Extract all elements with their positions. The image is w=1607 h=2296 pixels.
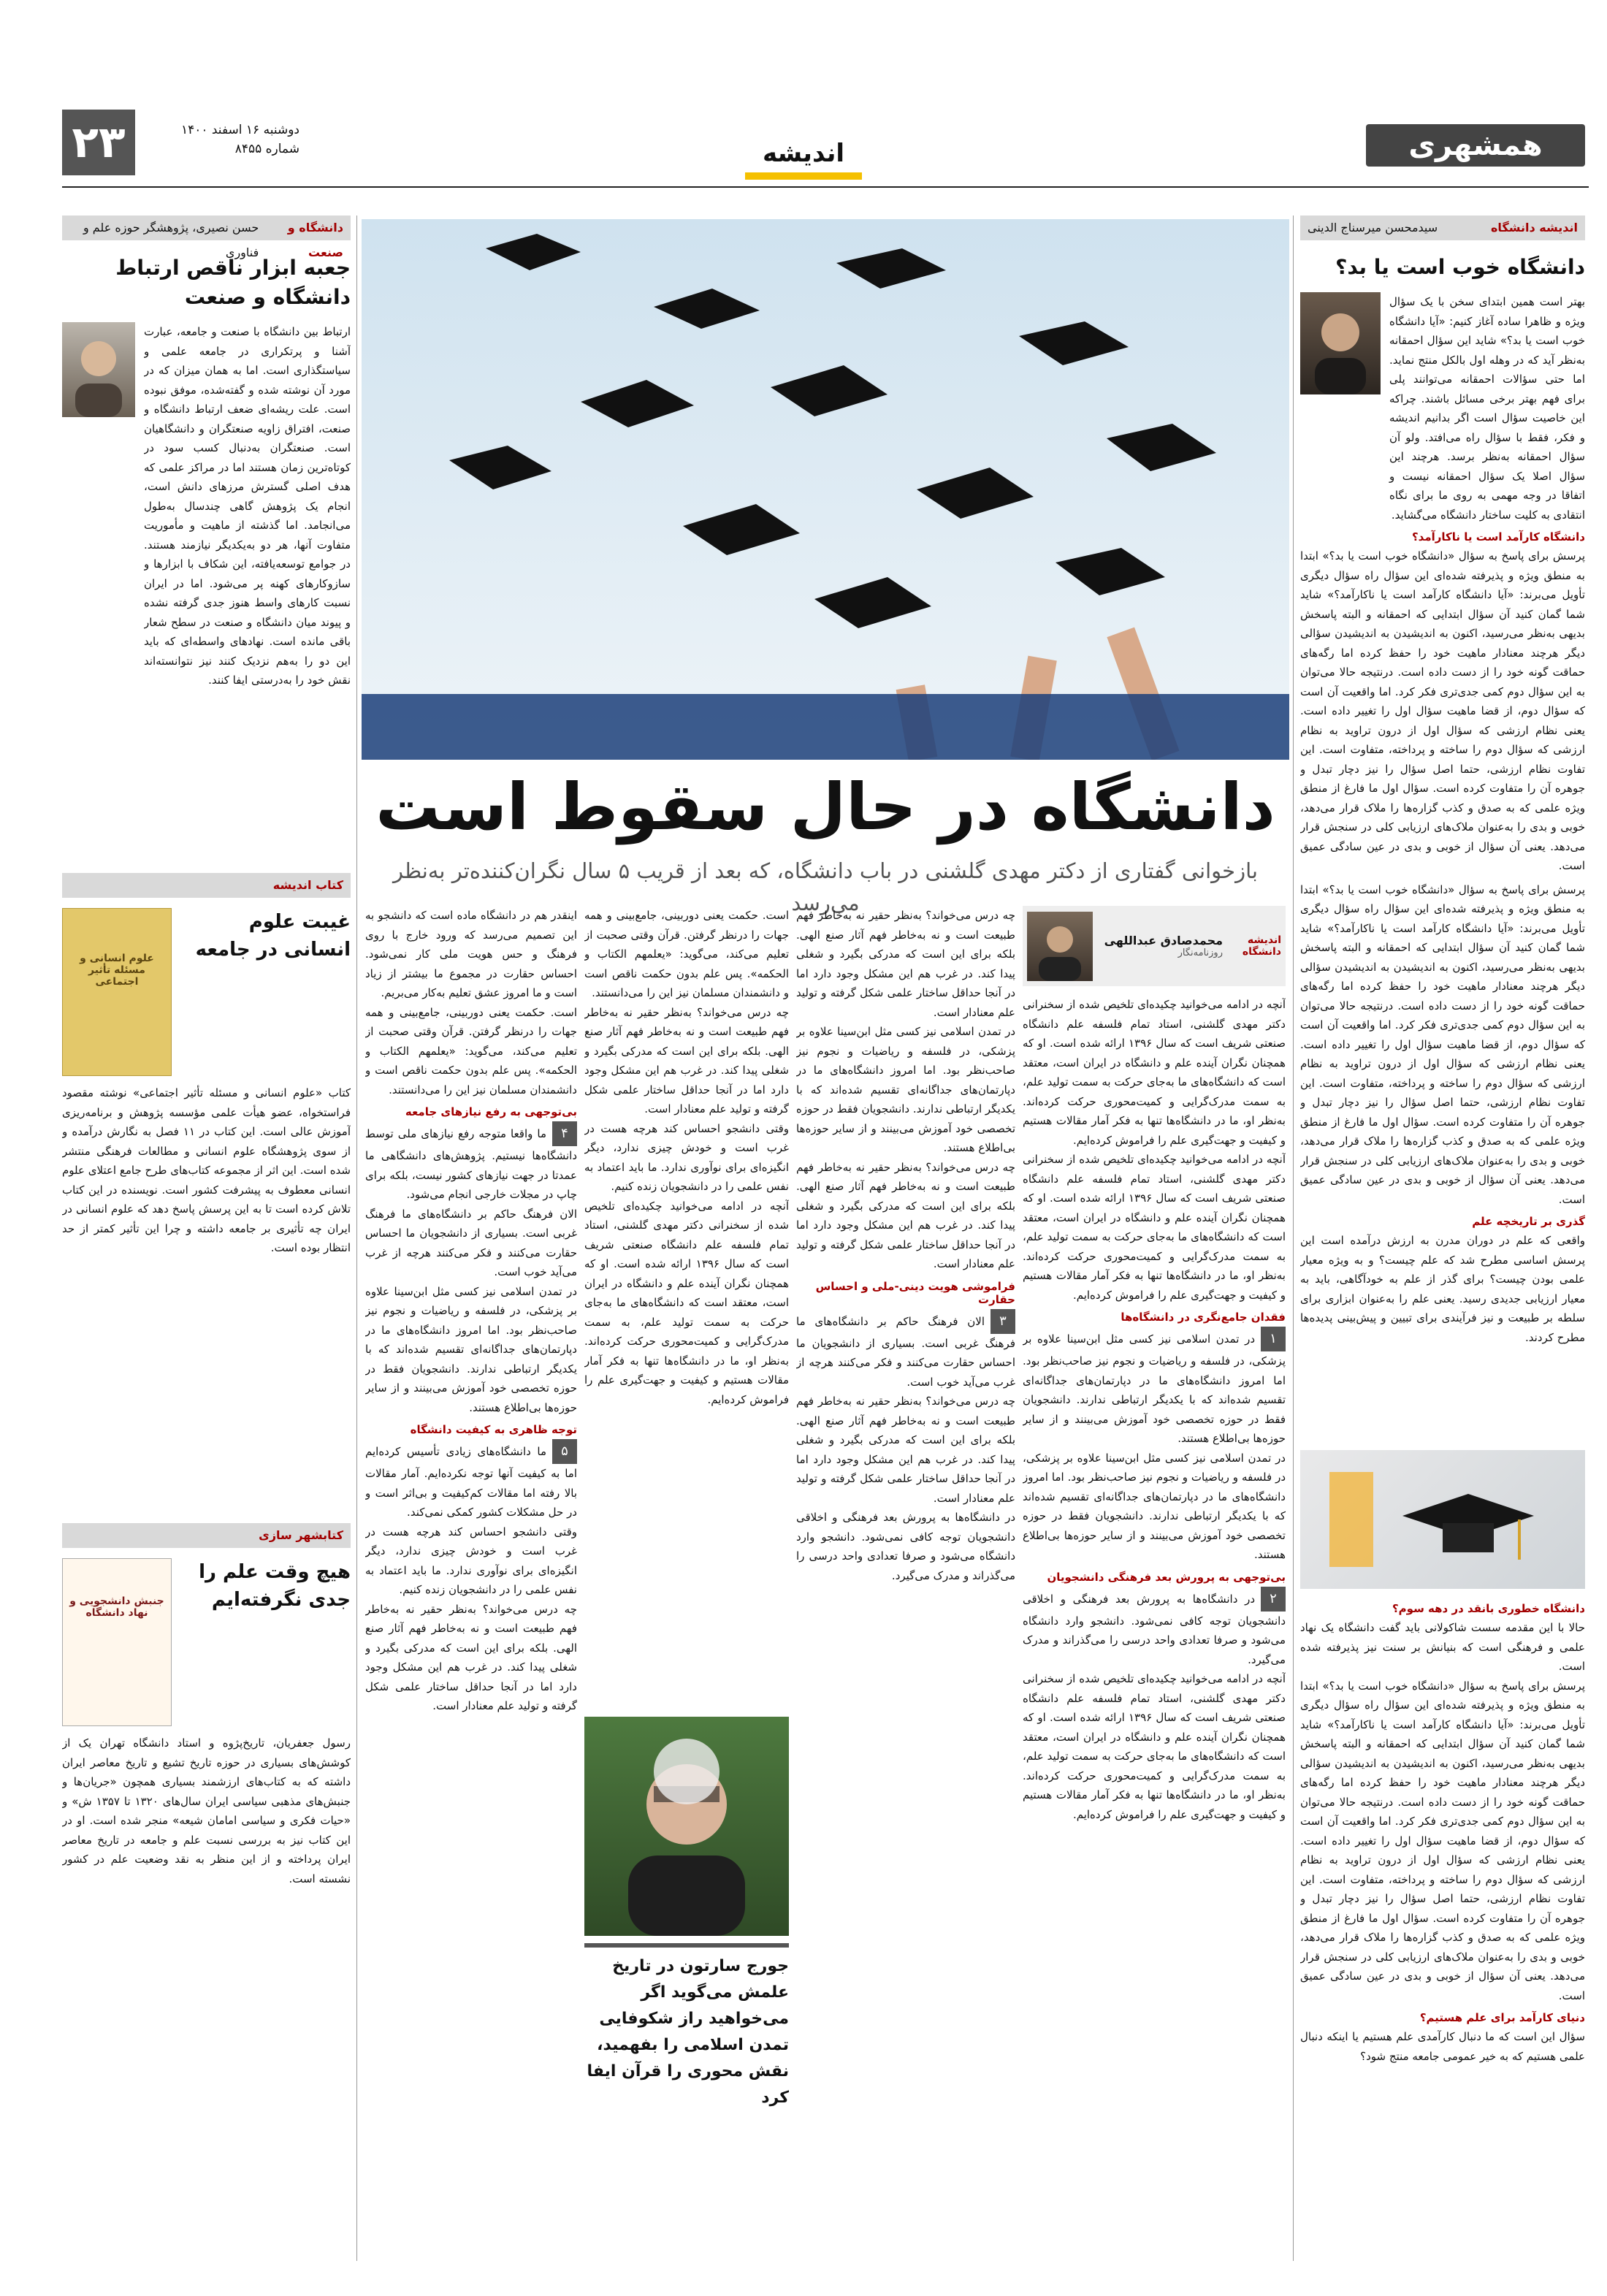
right-article-title: دانشگاه خوب است یا بد؟ [1335, 255, 1585, 279]
person-icon [584, 1717, 789, 1936]
main-col1-p3b: آنچه در ادامه می‌خوانید چکیده‌ای تلخیص شده از سخنرانی دکتر مهدی گلشنی، استاد تمام فلسفه علم دانشگاه صنعتی شریف است که سال ۱۳۹۶ ارائه شده است. او که همچنان نگران آینده علم و دانشگاه در ایران است، معتقد است که دانشگاه‌های ما به‌جای حرکت به سمت تولید علم، به سمت مدرک‌گرایی و کمیت‌محوری حرکت کرده‌اند. به‌نظر او، ما در دانشگاه‌ها تنها به فکر آمار مقالات هستیم و کیفیت و جهت‌گیری علم را فراموش کرده‌ایم. [1023, 1672, 1286, 1821]
brand-logo: همشهری [1366, 124, 1585, 167]
right-paragraph-4b: پرسش برای پاسخ به سؤال «دانشگاه خوب است یا بد؟» ابتدا به منطق ویژه و پذیرفته شده‌ای این سؤال راه سؤال دیگری تأویل می‌برند: «آیا دانشگاه کارآمد است یا ناکارآمد؟» شاید شما گمان کنید آن سؤال ابتدایی که احمقانه و البته پاسخش بدیهی به‌نظر می‌رسید، اکنون به اندیشیدن به اندیشیدن سؤالی دیگر هرچند معنادار ماهیت خود را حفظ کرده اما رگه‌های حماقت گونه خود را از دست داده است. درنتیجه حالا می‌توان به این سؤال دوم کمی جدی‌تری فکر کرد. اما واقعیت آن است که سؤال دوم، از قضا ماهیت سؤال اول را تغییر داده است. یعنی نظام ارزشی که سؤال اول از درون تراوید به نظام ارزشی که سؤال دوم را ساخته و پرداخته، متفاوت است. این تفاوت نظام ارزشی، حتما اصل سؤال را نیز دچار تبدل و جوهره آن را متفاوت کرده است. سؤال اول ما فارغ از منطق ویژه علمی که به صدق و کذب گزاره‌ها را ملاک قرار می‌دهد، خوبی و بدی را به‌عنوان ملاک‌های ارزیابی کلی در سنجش قرار می‌دهد. یعنی آن سؤال از خوبی و بدی در عین سادگی عمیق است. [1300, 1679, 1585, 2002]
main-col3-p1: است. حکمت یعنی دوربینی، جامع‌بینی و همه جهات را درنظر گرفتن. قرآن وقتی صحبت از تعلیم می‌کند، می‌گوید: «یعلمهم الکتاب و الحکمه». پس علم بدون حکمت ناقص است و دانشمندان مسلمان نیز این را می‌دانستند. [584, 909, 789, 999]
badge-4: ۴ [552, 1121, 577, 1146]
right-intro: بهتر است همین ابتدای سخن با یک سؤال ویژه و ظاهرا ساده آغاز کنیم: «آیا دانشگاه خوب است یا بد؟» شاید این سؤال احمقانه به‌نظر آید که در وهله اول بالکل منتج نماید. اما حتی سؤالات احمقانه می‌توانند پلی برای فهم بهتر برخی مسائل باشند. چراکه این خاصیت سؤال است اگر بدانیم اندیشه و فکر، فقط با سؤال راه می‌افتد. ولو آن سؤال احمقانه به‌نظر برسد. هرچند این سؤال اصلا یک سؤال احمقانه نیست و اتفاقا در وجه مهمی به روی ما برای نگاه انتقادی به کلیت ساختار دانشگاه می‌گشاید. [1389, 295, 1585, 522]
author-portrait [1300, 292, 1381, 394]
book2-cover-title: جنبش دانشجویی و نهاد دانشگاه [69, 1595, 164, 1619]
book1-cover [62, 908, 172, 1076]
book2-tag: کتابشهر سازی [259, 1528, 343, 1542]
book2-cover [62, 1558, 172, 1726]
main-col1-p2 [1023, 1327, 1286, 1449]
main-col4-p2c: در تمدن اسلامی نیز کسی مثل ابن‌سینا علاوه بر پزشکی، در فلسفه و ریاضیات و نجوم نیز صاحب‌نظر بود. اما امروز دانشگاه‌های ما در دپارتمان‌های جداگانه‌ای تقسیم شده‌اند که با یکدیگر ارتباطی ندارند. دانشجویان فقط در حوزه تخصصی خود آموزش می‌بینند و از سایر حوزه‌ها بی‌اطلاع هستند. [365, 1284, 577, 1414]
graduation-cap-image [1300, 1450, 1585, 1589]
main-col2-p2c: در دانشگاه‌ها به پرورش بعد فرهنگی و اخلاقی دانشجویان توجه کافی نمی‌شود. دانشجو وارد دانشگاه می‌شود و صرفا تعدادی واحد درسی را می‌گذراند و مدرک می‌گیرد. [796, 1511, 1015, 1582]
left-author-portrait [62, 322, 135, 417]
right-paragraph-3: سؤال این است که ما دنبال کارآمدی علم هستیم یا اینکه دنبال علمی هستیم که به خیر عمومی جامعه منتج شود؟ [1300, 2030, 1585, 2063]
book1-body: کتاب «علوم انسانی و مسئله تأثیر اجتماعی» نوشته مقصود فراستخواه، عضو هیأت علمی مؤسسه پژوهش و برنامه‌ریزی آموزش عالی است. این کتاب در ۱۱ فصل به نگارش درآمده و از سوی پژوهشگاه علوم انسانی و مطالعات فرهنگی منتشر شده است. این اثر از مجموعه کتاب‌های طرح جامع اعتلای علوم انسانی معطوف به پیشرفت کشور است. نویسنده در این کتاب تلاش کرده است تا به این پرسش پاسخ دهد که علوم انسانی در ایران چه تأثیری بر جامعه داشته و چرا این تأثیر کمتر از حد انتظار بوده است. [62, 1086, 351, 1254]
main-col4-p1: اینقدر هم در دانشگاه ماده است که دانشجو به این تصمیم می‌رسد که ورود خارج با روی فرهنگ و حس هویت ملی کار نمی‌شود. احساس حقارت در مجموع ما بیشتر از زیاد است و ما امروز عشق تعلیم به‌کار می‌بریم. [365, 909, 577, 999]
right-subhead-1: دانشگاه کارآمد است یا ناکارآمد؟ [1411, 530, 1585, 544]
main-subhead-2: بی‌توجهی به پرورش بعد فرهنگی دانشجویان [1047, 1570, 1286, 1584]
issue-number: شماره ۸۴۵۵ [234, 142, 299, 156]
main-col1-p1: آنچه در ادامه می‌خوانید چکیده‌ای تلخیص شده از سخنرانی دکتر مهدی گلشنی، استاد تمام فلسفه علم دانشگاه صنعتی شریف است که سال ۱۳۹۶ ارائه شده است. او که همچنان نگران آینده علم و دانشگاه در ایران است، معتقد است که دانشگاه‌های ما به‌جای حرکت به سمت تولید علم، به سمت مدرک‌گرایی و کمیت‌محوری حرکت کرده‌اند. به‌نظر او، ما در دانشگاه‌ها تنها به فکر آمار مقالات هستیم و کیفیت و جهت‌گیری علم را فراموش کرده‌ایم. [1023, 998, 1286, 1147]
masthead-rule [62, 186, 1589, 188]
main-author-name: محمدصادق عبداللهی [1104, 934, 1223, 947]
left-column-header [62, 216, 351, 259]
right-subhead-2: گذری بر تاریخچه علم [1472, 1215, 1585, 1228]
main-subhead-3: فراموشی هویت دینی-ملی و احساس حقارت [815, 1279, 1015, 1306]
book1-header [62, 873, 351, 898]
left-article-title: جعبه ابزار ناقص ارتباط دانشگاه و صنعت [115, 256, 351, 309]
main-col4-p3 [365, 1439, 577, 1522]
graduation-cap-icon [1300, 1450, 1585, 1589]
badge-2: ۲ [1261, 1587, 1286, 1612]
main-col-2 [796, 906, 1015, 2261]
sarton-photo [584, 1717, 789, 1936]
main-col4-p1b: است. حکمت یعنی دوربینی، جامع‌بینی و همه جهات را درنظر گرفتن. قرآن وقتی صحبت از تعلیم می‌کند، می‌گوید: «یعلمهم الکتاب و الحکمه». پس علم بدون حکمت ناقص است و دانشمندان مسلمان نیز این را می‌دانستند. [365, 1005, 577, 1096]
main-col2-p1b: در تمدن اسلامی نیز کسی مثل ابن‌سینا علاوه بر پزشکی، در فلسفه و ریاضیات و نجوم نیز صاحب‌نظر بود. اما امروز دانشگاه‌های ما در دپارتمان‌های جداگانه‌ای تقسیم شده‌اند که با یکدیگر ارتباطی ندارند. دانشجویان فقط در حوزه تخصصی خود آموزش می‌بینند و از سایر حوزه‌ها بی‌اطلاع هستند. [796, 1025, 1015, 1154]
main-col2-p2 [796, 1309, 1015, 1392]
book2-body: رسول جعفریان، تاریخ‌پژوه و استاد دانشگاه تهران یک از کوشش‌های بسیاری در حوزه تاریخ تشیع و تاریخ معاصر ایران داشته که به کتاب‌های ارزشمند بسیاری همچون «جریان‌ها و جنبش‌های مذهبی سیاسی ایران سال‌های ۱۳۲۰ تا ۱۳۵۷ ش» و «حیات فکری و سیاسی امامان شیعه» منجر شده است. او در این کتاب نیز به بررسی نسبت علم و جامعه در تاریخ معاصر ایران پرداخته و از این منظر به نقد وضعیت علم در کشور نشسته است. [62, 1736, 351, 1885]
sarton-caption [584, 1943, 789, 2111]
right-subhead-3: دنیای کارآمد برای علم هستیم؟ [1419, 2011, 1585, 2024]
main-col3-p1d: آنچه در ادامه می‌خوانید چکیده‌ای تلخیص شده از سخنرانی دکتر مهدی گلشنی، استاد تمام فلسفه علم دانشگاه صنعتی شریف است که سال ۱۳۹۶ ارائه شده است. او که همچنان نگران آینده علم و دانشگاه در ایران است، معتقد است که دانشگاه‌های ما به‌جای حرکت به سمت تولید علم، به سمت مدرک‌گرایی و کمیت‌محوری حرکت کرده‌اند. به‌نظر او، ما در دانشگاه‌ها تنها به فکر آمار مقالات هستیم و کیفیت و جهت‌گیری علم را فراموش کرده‌ایم. [584, 1199, 789, 1406]
book2-header [62, 1523, 351, 1548]
main-col1-p1b: آنچه در ادامه می‌خوانید چکیده‌ای تلخیص شده از سخنرانی دکتر مهدی گلشنی، استاد تمام فلسفه علم دانشگاه صنعتی شریف است که سال ۱۳۹۶ ارائه شده است. او که همچنان نگران آینده علم و دانشگاه در ایران است، معتقد است که دانشگاه‌های ما به‌جای حرکت به سمت تولید علم، به سمت مدرک‌گرایی و کمیت‌محوری حرکت کرده‌اند. به‌نظر او، ما در دانشگاه‌ها تنها به فکر آمار مقالات هستیم و کیفیت و جهت‌گیری علم را فراموش کرده‌ایم. [1023, 1153, 1286, 1302]
date-line [139, 121, 299, 159]
sarton-caption-title: جورج سارتون در تاریخ علمش می‌گوید اگر می‌خواهید راز شکوفایی تمدن اسلامی را بفهمید، نقش محوری را قرآن ایفا کرد [587, 1957, 789, 2107]
right-column-tag: اندیشه دانشگاه [1490, 221, 1578, 234]
book1-tag: کتاب اندیشه [272, 878, 343, 892]
person-icon [1027, 912, 1093, 981]
divider-right [1293, 216, 1294, 2261]
main-col-3 [584, 906, 789, 2261]
badge-1: ۱ [1261, 1327, 1286, 1351]
person-icon [1300, 292, 1381, 394]
main-col1-p3-text: در دانشگاه‌ها به پرورش بعد فرهنگی و اخلاقی دانشجویان توجه کافی نمی‌شود. دانشجو وارد دانشگاه می‌شود و صرفا تعدادی واحد درسی را می‌گذراند و مدرک می‌گیرد. [1023, 1592, 1286, 1666]
left-article-body: ارتباط بین دانشگاه با صنعت و جامعه، عبارت آشنا و پرتکراری در جامعه علمی و سیاستگذاری است. اما به همان میزان که در مورد آن نوشته شده و گفته‌شده، موفق نبوده است. علت ریشه‌ای ضعف ارتباط دانشگاه و صنعت، افتراق زاویه صنعتگران و دانشگاهیان است. صنعتگران به‌دنبال کسب سود در کوتاه‌ترین زمان هستند اما در مراکز علمی که هدف اصلی گسترش مرزهای دانش است، انجام یک پژوهش گاهی چندسال به‌طول می‌انجامد. اما گذشته از ماهیت و مأموریت متفاوت آنها، هر دو به‌یکدیگر نیازمند هستند. در جوامع توسعه‌یافته، این شکاف با ابزارها و سازوکارهای کهنه پر می‌شود. اما در ایران نسبت کارهای واسط هنوز جدی گرفته نشده و پیوند میان دانشگاه و صنعت در سطح شعار باقی مانده است. نهادهای واسطه‌ای که باید این دو را به‌هم نزدیک کنند نیز نتوانسته‌اند نقش خود را به‌درستی ایفا کنند. [144, 325, 351, 687]
main-subhead-1: فقدان جامع‌نگری در دانشگاه‌ها [1121, 1311, 1286, 1324]
main-col4-p3c: چه درس می‌خواند؟ به‌نظر حقیر نه به‌خاطر فهم طبیعت است و نه به‌خاطر فهم آثار صنع الهی. بلکه برای این است که مدرکی بگیرد و شغلی پیدا کند. در غرب هم این مشکل وجود دارد اما در آنجا حداقل ساختار علمی شکل گرفته و تولید علم معنادار است. [365, 1602, 577, 1712]
main-col3-p1c: وقتی دانشجو احساس کند هرچه هست در غرب است و خودش چیزی ندارد، دیگر انگیزه‌ای برای نوآوری ندارد. ما باید اعتماد به نفس علمی را در دانشجویان زنده کنیم. [584, 1121, 789, 1193]
main-col-1 [1023, 906, 1286, 2261]
graduation-photo [362, 219, 1289, 760]
main-col3-p1b: چه درس می‌خواند؟ به‌نظر حقیر نه به‌خاطر فهم طبیعت است و نه به‌خاطر فهم آثار صنع الهی. بلکه برای این است که مدرکی بگیرد و شغلی پیدا کند. در غرب هم این مشکل وجود دارد اما در آنجا حداقل ساختار علمی شکل گرفته و تولید علم معنادار است. [584, 1005, 789, 1115]
right-paragraph-1b: پرسش برای پاسخ به سؤال «دانشگاه خوب است یا بد؟» ابتدا به منطق ویژه و پذیرفته شده‌ای این سؤال راه سؤال دیگری تأویل می‌برند: «آیا دانشگاه کارآمد است یا ناکارآمد؟» شاید شما گمان کنید آن سؤال ابتدایی که احمقانه و البته پاسخش بدیهی به‌نظر می‌رسید، اکنون به اندیشیدن به اندیشیدن سؤالی دیگر هرچند معنادار ماهیت خود را حفظ کرده اما رگه‌های حماقت گونه خود را از دست داده است. درنتیجه حالا می‌توان به این سؤال دوم کمی جدی‌تری فکر کرد. اما واقعیت آن است که سؤال دوم، از قضا ماهیت سؤال اول را تغییر داده است. یعنی نظام ارزشی که سؤال اول از درون تراوید به نظام ارزشی که سؤال دوم را ساخته و پرداخته، متفاوت است. این تفاوت نظام ارزشی، حتما اصل سؤال را نیز دچار تبدل و جوهره آن را متفاوت کرده است. سؤال اول ما فارغ از منطق ویژه علمی که به صدق و کذب گزاره‌ها را ملاک قرار می‌دهد، خوبی و بدی را به‌عنوان ملاک‌های ارزیابی کلی در سنجش قرار می‌دهد. یعنی آن سؤال از خوبی و بدی در عین سادگی عمیق است. [1300, 882, 1585, 1206]
main-col1-p2-text: در تمدن اسلامی نیز کسی مثل ابن‌سینا علاوه بر پزشکی، در فلسفه و ریاضیات و نجوم نیز صاحب‌نظر بود. اما امروز دانشگاه‌های ما در دپارتمان‌های جداگانه‌ای تقسیم شده‌اند که با یکدیگر ارتباطی ندارند. دانشجویان فقط در حوزه تخصصی خود آموزش می‌بینند و از سایر حوزه‌ها بی‌اطلاع هستند. [1023, 1332, 1286, 1445]
main-col2-p2b: چه درس می‌خواند؟ به‌نظر حقیر نه به‌خاطر فهم طبیعت است و نه به‌خاطر فهم آثار صنع الهی. بلکه برای این است که مدرکی بگیرد و شغلی پیدا کند. در غرب هم این مشکل وجود دارد اما در آنجا حداقل ساختار علمی شکل گرفته و تولید علم معنادار است. [796, 1395, 1015, 1505]
left-column-tag: دانشگاه و صنعت [287, 221, 343, 259]
main-col-4 [365, 906, 577, 2261]
page-number: ۲۳ [62, 110, 135, 175]
issue-date: دوشنبه ۱۶ اسفند ۱۴۰۰ [180, 123, 299, 137]
right-column-author: سیدمحسن میرسناج الدینی [1308, 221, 1438, 234]
main-author-portrait [1027, 912, 1093, 981]
left-column [62, 216, 351, 2261]
book1-title: غیبت علوم انسانی در جامعه [195, 911, 351, 961]
right-paragraph-4: حالا با این مقدمه سست شاکولانی باید گفت دانشگاه یک نهاد علمی و فرهنگی است که بنیانش بر سنت نیز پذیرفته شده است. [1300, 1621, 1585, 1673]
section-title: اندیشه [745, 139, 862, 180]
right-paragraph-1: پرسش برای پاسخ به سؤال «دانشگاه خوب است یا بد؟» ابتدا به منطق ویژه و پذیرفته شده‌ای این سؤال راه سؤال دیگری تأویل می‌برند: «آیا دانشگاه کارآمد است یا ناکارآمد؟» شاید شما گمان کنید آن سؤال ابتدایی که احمقانه و البته پاسخش بدیهی به‌نظر می‌رسید، اکنون به اندیشیدن به اندیشیدن سؤالی دیگر هرچند معنادار ماهیت خود را حفظ کرده اما رگه‌های حماقت گونه خود را از دست داده است. درنتیجه حالا می‌توان به این سؤال دوم کمی جدی‌تری فکر کرد. اما واقعیت آن است که سؤال دوم، از قضا ماهیت سؤال اول را تغییر داده است. یعنی نظام ارزشی که سؤال اول از درون تراوید به نظام ارزشی که سؤال دوم را ساخته و پرداخته، متفاوت است. این تفاوت نظام ارزشی، حتما اصل سؤال را نیز دچار تبدل و جوهره آن را متفاوت کرده است. سؤال اول ما فارغ از منطق ویژه علمی که به صدق و کذب گزاره‌ها را ملاک قرار می‌دهد، خوبی و بدی را به‌عنوان ملاک‌های ارزیابی کلی در سنجش قرار می‌دهد. یعنی آن سؤال از خوبی و بدی در عین سادگی عمیق است. [1300, 549, 1585, 872]
badge-3: ۳ [990, 1309, 1015, 1334]
badge-5: ۵ [552, 1439, 577, 1464]
right-subhead-4: دانشگاه خطوری بانقد در دهه سوم؟ [1392, 1602, 1585, 1615]
main-subhead-4: توجه ظاهری به کیفیت دانشگاه [410, 1423, 577, 1436]
right-column [1300, 216, 1585, 2261]
main-lead: بازخوانی گفتاری از دکتر مهدی گلشنی در باب دانشگاه، که بعد از قریب ۵ سال نگران‌کننده‌تر به‌نظر می‌رسد [393, 858, 1258, 915]
main-col4-p3b: وقتی دانشجو احساس کند هرچه هست در غرب است و خودش چیزی ندارد، دیگر انگیزه‌ای برای نوآوری ندارد. ما باید اعتماد به نفس علمی را در دانشجویان زنده کنیم. [365, 1525, 577, 1596]
book1-cover-title: علوم انسانی و مسئله تأثیر اجتماعی [80, 953, 154, 988]
main-col1-p3 [1023, 1587, 1286, 1670]
divider-left [356, 216, 357, 2261]
main-col4-p2 [365, 1121, 577, 1205]
main-headline: دانشگاه در حال سقوط است [375, 769, 1275, 844]
person-icon [62, 322, 135, 417]
main-col1-p2b: در تمدن اسلامی نیز کسی مثل ابن‌سینا علاوه بر پزشکی، در فلسفه و ریاضیات و نجوم نیز صاحب‌نظر بود. اما امروز دانشگاه‌های ما در دپارتمان‌های جداگانه‌ای تقسیم شده‌اند که با یکدیگر ارتباطی ندارند. دانشجویان فقط در حوزه تخصصی خود آموزش می‌بینند و از سایر حوزه‌ها بی‌اطلاع هستند. [1023, 1451, 1286, 1561]
right-column-header [1300, 216, 1585, 240]
main-author-box [1023, 906, 1286, 986]
main-col4-p2b: الان فرهنگ حاکم بر دانشگاه‌های ما فرهنگ غربی است. بسیاری از دانشجویان ما احساس حقارت می‌کنند و فکر می‌کنند هرچه از غرب می‌آید خوب است. [365, 1207, 577, 1278]
graduation-caps-illustration [362, 219, 1289, 760]
main-col4-p2-text: ما واقعا متوجه رفع نیازهای ملی توسط دانشگاه‌ها نیستیم. پژوهش‌های دانشگاهی ما عمدتا در جهت نیازهای کشور نیست، بلکه برای چاپ در مجلات خارجی انجام می‌شود. [365, 1127, 577, 1201]
book2-title: هیچ وقت علم را جدی نگرفته‌ایم [199, 1561, 351, 1611]
main-col2-p2-text: الان فرهنگ حاکم بر دانشگاه‌های ما فرهنگ غربی است. بسیاری از دانشجویان ما احساس حقارت می‌کنند و فکر می‌کنند هرچه از غرب می‌آید خوب است. [796, 1314, 1015, 1389]
right-paragraph-2: واقعی که علم در دوران مدرن به ارزش درآمده است این پرسش اساسی مطرح شد که علم چیست؟ و به ویژه معیار علمی بودن چیست؟ برای گذر از علم به خودآگاهی، باید به معیار ارزیابی جدیدی رسید. یعنی علم را به‌عنوان ابزاری برای سلطه بر طبیعت و نیز فرآیندی برای تبیین و پیش‌بینی پدیده‌ها مطرح کردند. [1300, 1234, 1585, 1344]
main-author-tag: اندیشه دانشگاه [1242, 934, 1281, 958]
main-col4-p3-text: ما دانشگاه‌های زیادی تأسیس کرده‌ایم اما به کیفیت آنها توجه نکرده‌ایم. آمار مقالات بالا رفته اما مقالات کم‌کیفیت و بی‌اثر است و در حل مشکلات کشور کمکی نمی‌کند. [365, 1445, 577, 1519]
left-column-author: حسن نصیری، پژوهشگر حوزه علم و فناوری [83, 221, 259, 259]
main-subhead-5: بی‌توجهی به رفع نیازهای جامعه [405, 1105, 577, 1118]
main-col2-p1: چه درس می‌خواند؟ به‌نظر حقیر نه به‌خاطر فهم طبیعت است و نه به‌خاطر فهم آثار صنع الهی. بلکه برای این است که مدرکی بگیرد و شغلی پیدا کند. در غرب هم این مشکل وجود دارد اما در آنجا حداقل ساختار علمی شکل گرفته و تولید علم معنادار است. [796, 909, 1015, 1019]
main-author-role: روزنامه‌نگار [1177, 947, 1223, 958]
main-col2-p1c: چه درس می‌خواند؟ به‌نظر حقیر نه به‌خاطر فهم طبیعت است و نه به‌خاطر فهم آثار صنع الهی. بلکه برای این است که مدرکی بگیرد و شغلی پیدا کند. در غرب هم این مشکل وجود دارد اما در آنجا حداقل ساختار علمی شکل گرفته و تولید علم معنادار است. [796, 1160, 1015, 1270]
